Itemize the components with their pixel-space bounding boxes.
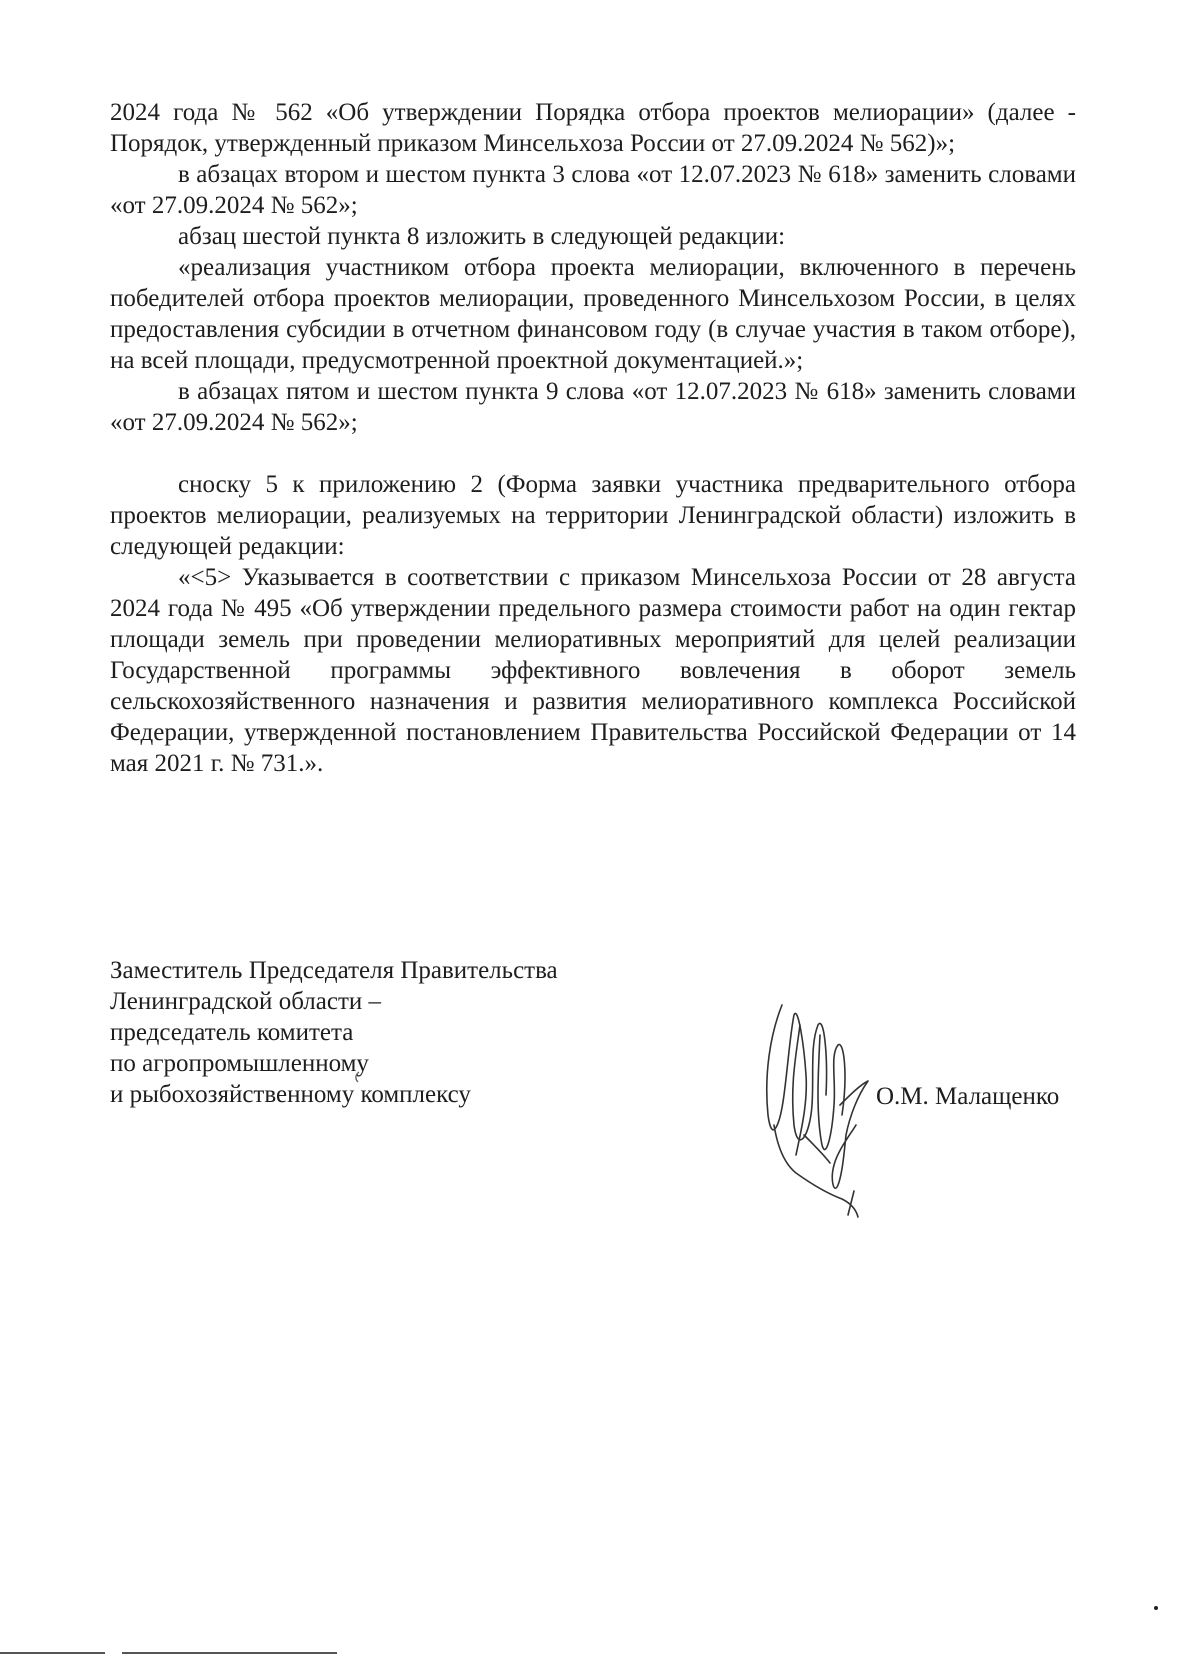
paragraph-5: в абзацах пятом и шестом пункта 9 слова «от 12.07.2023 № 618» заменить словами «от 27.09.2024 № 562»; xyxy=(110,378,1076,436)
signer-name: О.М. Малащенко xyxy=(876,1083,1060,1110)
paragraph-1: 2024 года № 562 «Об утверждении Порядка отбора проектов мелиорации» (далее - Порядок, утвержденный приказом Минсельхоза России от 27.09.2024 № 562)»; xyxy=(110,99,1076,157)
paragraph-7: «<5> Указывается в соответствии с приказом Минсельхоза России от 28 августа 2024 года № 495 «Об утверждении предельного размера стоимости работ на один гектар площади земель при проведении мелиоративных мероприятий для целей реализации Государственной программы эффективного вовлечения в оборот земель сельскохозяйственного назначения и развития мелиоративного комплекса Российской Федерации, утвержденной постановлением Правительства Российской Федерации от 14 мая 2021 г. № 731.». xyxy=(110,564,1076,777)
position-line-3: председатель комитета xyxy=(110,1019,354,1046)
signatory-position xyxy=(110,955,558,1110)
position-line-2: Ленинградской области – xyxy=(110,988,382,1015)
bottom-scan-line-left xyxy=(0,1652,105,1654)
document-body xyxy=(110,97,1076,779)
position-line-1: Заместитель Председателя Правительства xyxy=(110,957,558,984)
paragraph-4: «реализация участником отбора проекта мелиорации, включенного в перечень победителей отбора проектов мелиорации, проведенного Минсельхозом России, в целях предоставления субсидии в отчетном финансовом году (в случае участия в таком отборе), на всей площади, предусмотренной проектной документацией.»; xyxy=(110,254,1076,374)
paragraph-6: сноску 5 к приложению 2 (Форма заявки участника предварительного отбора проектов мелиорации, реализуемых на территории Ленинградской области) изложить в следующей редакции: xyxy=(110,471,1076,560)
paragraph-3: абзац шестой пункта 8 изложить в следующей редакции: xyxy=(178,223,786,250)
position-line-5: и рыбохозяйственному комплексу xyxy=(110,1081,471,1108)
position-line-4: по агропромышленному xyxy=(110,1050,369,1077)
scan-speck-mark xyxy=(352,1070,362,1084)
bottom-scan-line-right xyxy=(122,1652,337,1654)
paragraph-2: в абзацах втором и шестом пункта 3 слова «от 12.07.2023 № 618» заменить словами «от 27.09.2024 № 562»; xyxy=(110,161,1076,219)
scan-dot-mark xyxy=(1154,1606,1158,1610)
